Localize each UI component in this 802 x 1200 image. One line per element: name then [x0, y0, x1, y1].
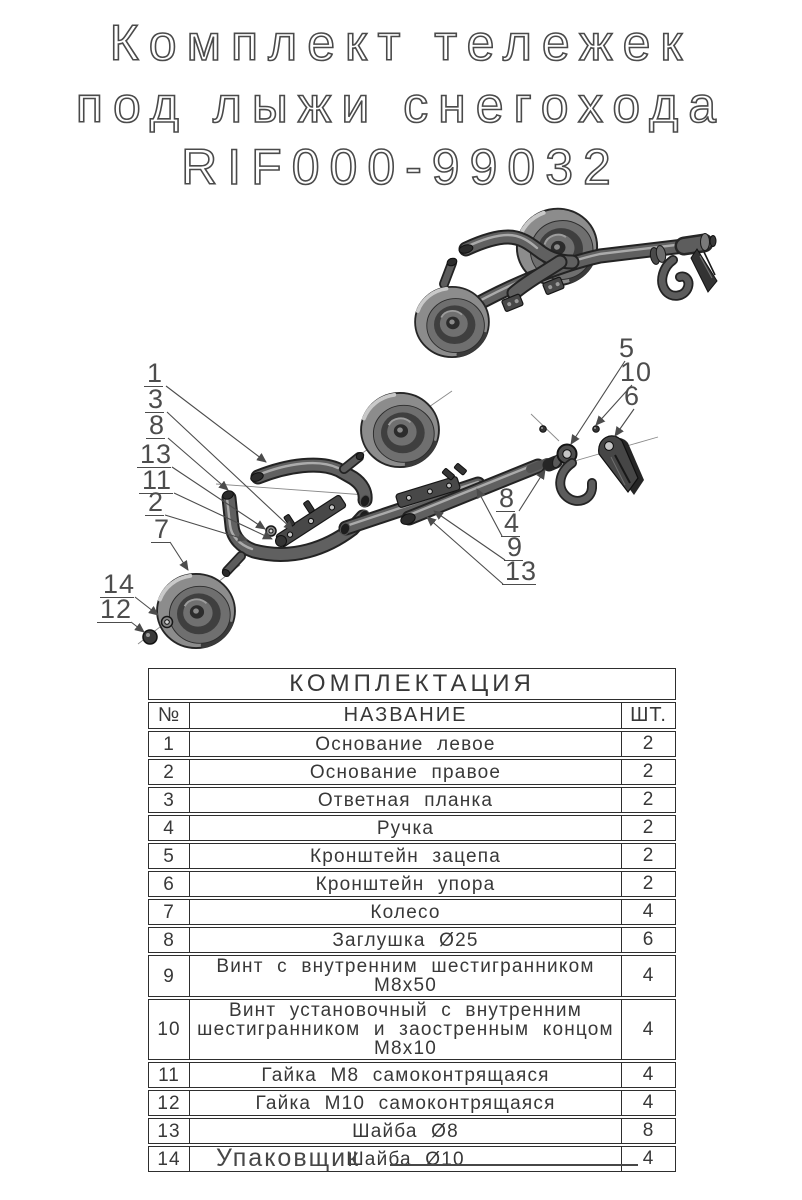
- part-name-cell: Винт с внутренним шестигранником М8x50: [189, 955, 621, 997]
- part-name-cell: Винт установочный с внутренним шестигранником и заостренным концом М8x10: [189, 999, 621, 1060]
- callout-leader: [131, 622, 144, 632]
- table-row: [148, 1118, 676, 1144]
- part-number-cell: 3: [148, 787, 189, 813]
- part-name-cell: Основание правое: [189, 759, 621, 785]
- part-qty-cell: 2: [621, 871, 676, 897]
- callout-leader: [166, 386, 266, 462]
- part-number-cell: 11: [148, 1062, 189, 1088]
- callout-label: 9: [507, 532, 524, 562]
- part-name-cell: Ручка: [189, 815, 621, 841]
- packer-line: [216, 1144, 638, 1173]
- callout-label: 8: [499, 483, 516, 513]
- set-screw: [593, 426, 600, 433]
- table-row: [148, 871, 676, 897]
- part-number-cell: 4: [148, 815, 189, 841]
- table-row: [148, 999, 676, 1060]
- callout-label: 10: [620, 357, 653, 387]
- callout-leader: [434, 511, 505, 560]
- part-number-cell: 9: [148, 955, 189, 997]
- part-name-cell: Кронштейн зацепа: [189, 843, 621, 869]
- part-qty-cell: 4: [621, 899, 676, 925]
- part-qty-cell: 2: [621, 787, 676, 813]
- callout-label: 12: [100, 594, 133, 624]
- table-title: КОМПЛЕКТАЦИЯ: [148, 668, 676, 700]
- part-qty-cell: 4: [621, 1062, 676, 1088]
- doc-title-line3: RIF000-99032: [181, 139, 621, 195]
- part-number-cell: 12: [148, 1090, 189, 1116]
- part-number-cell: 14: [148, 1146, 189, 1172]
- table-row: [148, 815, 676, 841]
- part-qty-cell: 2: [621, 759, 676, 785]
- table-row: [148, 1090, 676, 1116]
- part-qty-cell: 4: [621, 1146, 676, 1172]
- part-number-cell: 6: [148, 871, 189, 897]
- exploded-wheel-top: [361, 393, 439, 467]
- nut: [143, 630, 157, 644]
- packer-label: Упаковщик: [216, 1144, 361, 1172]
- part-number-cell: 2: [148, 759, 189, 785]
- part-qty-cell: 4: [621, 955, 676, 997]
- part-qty-cell: 2: [621, 731, 676, 757]
- table-row: [148, 843, 676, 869]
- callout-label: 11: [142, 465, 173, 495]
- callout-label: 5: [619, 333, 636, 363]
- part-name-cell: Шайба Ø8: [189, 1118, 621, 1144]
- callout-label: 7: [154, 514, 171, 544]
- table-row: [148, 955, 676, 997]
- callout-label: 2: [148, 487, 165, 517]
- callout-label: 13: [505, 556, 538, 586]
- part-qty-cell: 4: [621, 1090, 676, 1116]
- packer-signature-blank: [390, 1144, 638, 1166]
- callout-label: 14: [103, 569, 136, 599]
- header-qty: ШТ.: [621, 702, 676, 729]
- doc-title-line1: Комплект тележек: [109, 15, 693, 71]
- part-qty-cell: 8: [621, 1118, 676, 1144]
- part-qty-cell: 2: [621, 815, 676, 841]
- callout-leader: [135, 597, 158, 615]
- table-row: [148, 731, 676, 757]
- callout-label: 4: [504, 508, 521, 538]
- header-num: №: [148, 702, 189, 729]
- table-row: [148, 927, 676, 953]
- part-number-cell: 7: [148, 899, 189, 925]
- exploded-wheel-bottom: [157, 574, 235, 648]
- callout-label: 6: [624, 381, 641, 411]
- assembled-trolley-view: [415, 201, 717, 357]
- table-title-row: [148, 668, 676, 700]
- part-qty-cell: 4: [621, 999, 676, 1060]
- callout-leader: [615, 409, 634, 436]
- nut: [276, 536, 287, 547]
- part-number-cell: 13: [148, 1118, 189, 1144]
- part-number-cell: 8: [148, 927, 189, 953]
- table-row: [148, 899, 676, 925]
- part-number-cell: 10: [148, 999, 189, 1060]
- part-number-cell: 5: [148, 843, 189, 869]
- part-name-cell: Колесо: [189, 899, 621, 925]
- part-name-cell: Заглушка Ø25: [189, 927, 621, 953]
- front-wheel: [415, 287, 489, 357]
- callout-label: 1: [147, 358, 164, 388]
- doc-title-line2: под лыжи снегохода: [75, 77, 727, 133]
- parts-rows: [148, 731, 676, 1172]
- part-number-cell: 1: [148, 731, 189, 757]
- table-row: [148, 1062, 676, 1088]
- part-name-cell: Основание левое: [189, 731, 621, 757]
- header-name: НАЗВАНИЕ: [189, 702, 621, 729]
- part-name-cell: Кронштейн упора: [189, 871, 621, 897]
- table-header-row: [148, 702, 676, 729]
- callout-label: 8: [149, 410, 166, 440]
- table-row: [148, 787, 676, 813]
- part-name-cell: Шайба Ø10: [189, 1146, 621, 1172]
- part-qty-cell: 6: [621, 927, 676, 953]
- callout-leader: [170, 542, 188, 570]
- part-name-cell: Гайка М8 самоконтрящаяся: [189, 1062, 621, 1088]
- table-row: [148, 759, 676, 785]
- part-qty-cell: 2: [621, 843, 676, 869]
- part-name-cell: Ответная планка: [189, 787, 621, 813]
- part-name-cell: Гайка М10 самоконтрящаяся: [189, 1090, 621, 1116]
- callout-label: 3: [148, 384, 165, 414]
- set-screw: [540, 426, 547, 433]
- parts-table: [148, 666, 676, 1174]
- callout-label: 13: [140, 439, 173, 469]
- callout-leader: [168, 438, 228, 490]
